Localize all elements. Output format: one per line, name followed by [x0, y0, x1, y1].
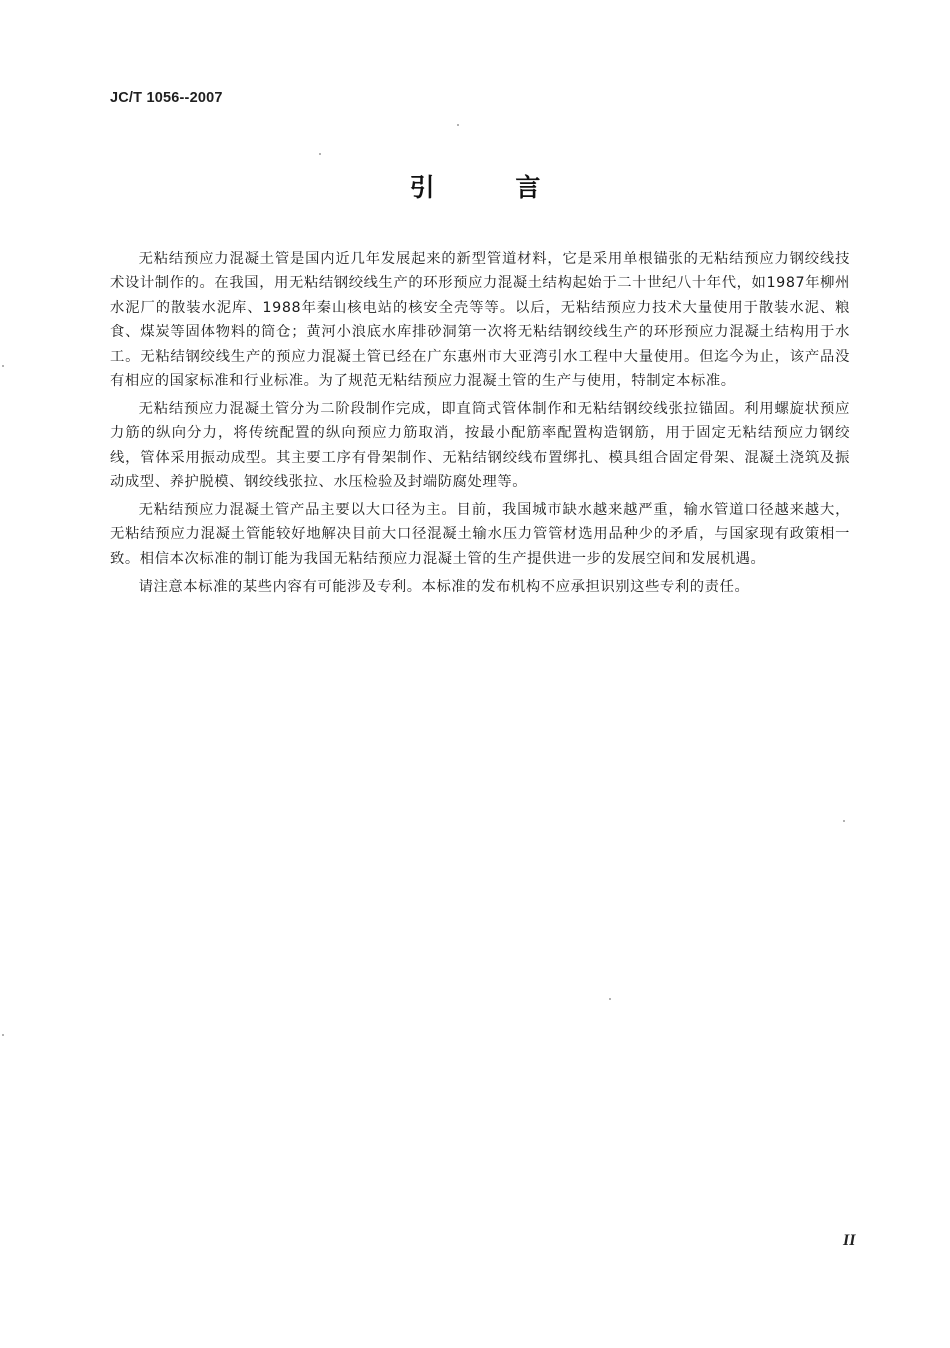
paragraph-patent-notice: 请注意本标准的某些内容有可能涉及专利。本标准的发布机构不应承担识别这些专利的责任。 — [138, 578, 750, 595]
scan-speck — [609, 998, 611, 1000]
paragraph-outlook: 无粘结预应力混凝土管产品主要以大口径为主。目前，我国城市缺水越来越严重，输水管道口径越来越大，无粘结预应力混凝土管能较好地解决目前大口径混凝土输水压力管管材选用品种少的矛盾，与国家现有政策相一致。相信本次标准的制订能为我国无粘结预应力混凝土管的生产提供进一步的发展空间和发展机遇。 — [110, 502, 850, 567]
page-title: 引 言 — [409, 173, 577, 202]
page-number: II — [843, 1232, 856, 1249]
standard-code: JC/T 1056--2007 — [110, 90, 223, 106]
paragraph-process: 无粘结预应力混凝土管分为二阶段制作完成，即直筒式管体制作和无粘结钢绞线张拉锚固。利用螺旋状预应力筋的纵向分力，将传统配置的纵向预应力筋取消，按最小配筋率配置构造钢筋，用于固定无粘结预应力钢绞线，管体采用振动成型。其主要工序有骨架制作、无粘结钢绞线布置绑扎、模具组合固定骨架、混凝土浇筑及振动成型、养护脱模、钢绞线张拉、水压检验及封端防腐处理等。 — [110, 400, 850, 491]
scan-speck — [319, 153, 321, 155]
body-text — [110, 247, 850, 603]
scan-speck — [457, 124, 459, 126]
scan-speck — [843, 820, 845, 822]
scan-speck — [2, 1034, 4, 1036]
paragraph-background: 无粘结预应力混凝土管是国内近几年发展起来的新型管道材料，它是采用单根锚张的无粘结预应力钢绞线技术设计制作的。在我国，用无粘结钢绞线生产的环形预应力混凝土结构起始于二十世纪八十年代，如1987年柳州水泥厂的散装水泥库、1988年秦山核电站的核安全壳等等。以后，无粘结预应力技术大量使用于散装水泥、粮食、煤炭等固体物料的筒仓；黄河小浪底水库排砂洞第一次将无粘结钢绞线生产的环形预应力混凝土结构用于水工。无粘结钢绞线生产的预应力混凝土管已经在广东惠州市大亚湾引水工程中大量使用。但迄今为止，该产品没有相应的国家标准和行业标准。为了规范无粘结预应力混凝土管的生产与使用，特制定本标准。 — [110, 251, 850, 390]
scan-speck — [2, 365, 4, 367]
